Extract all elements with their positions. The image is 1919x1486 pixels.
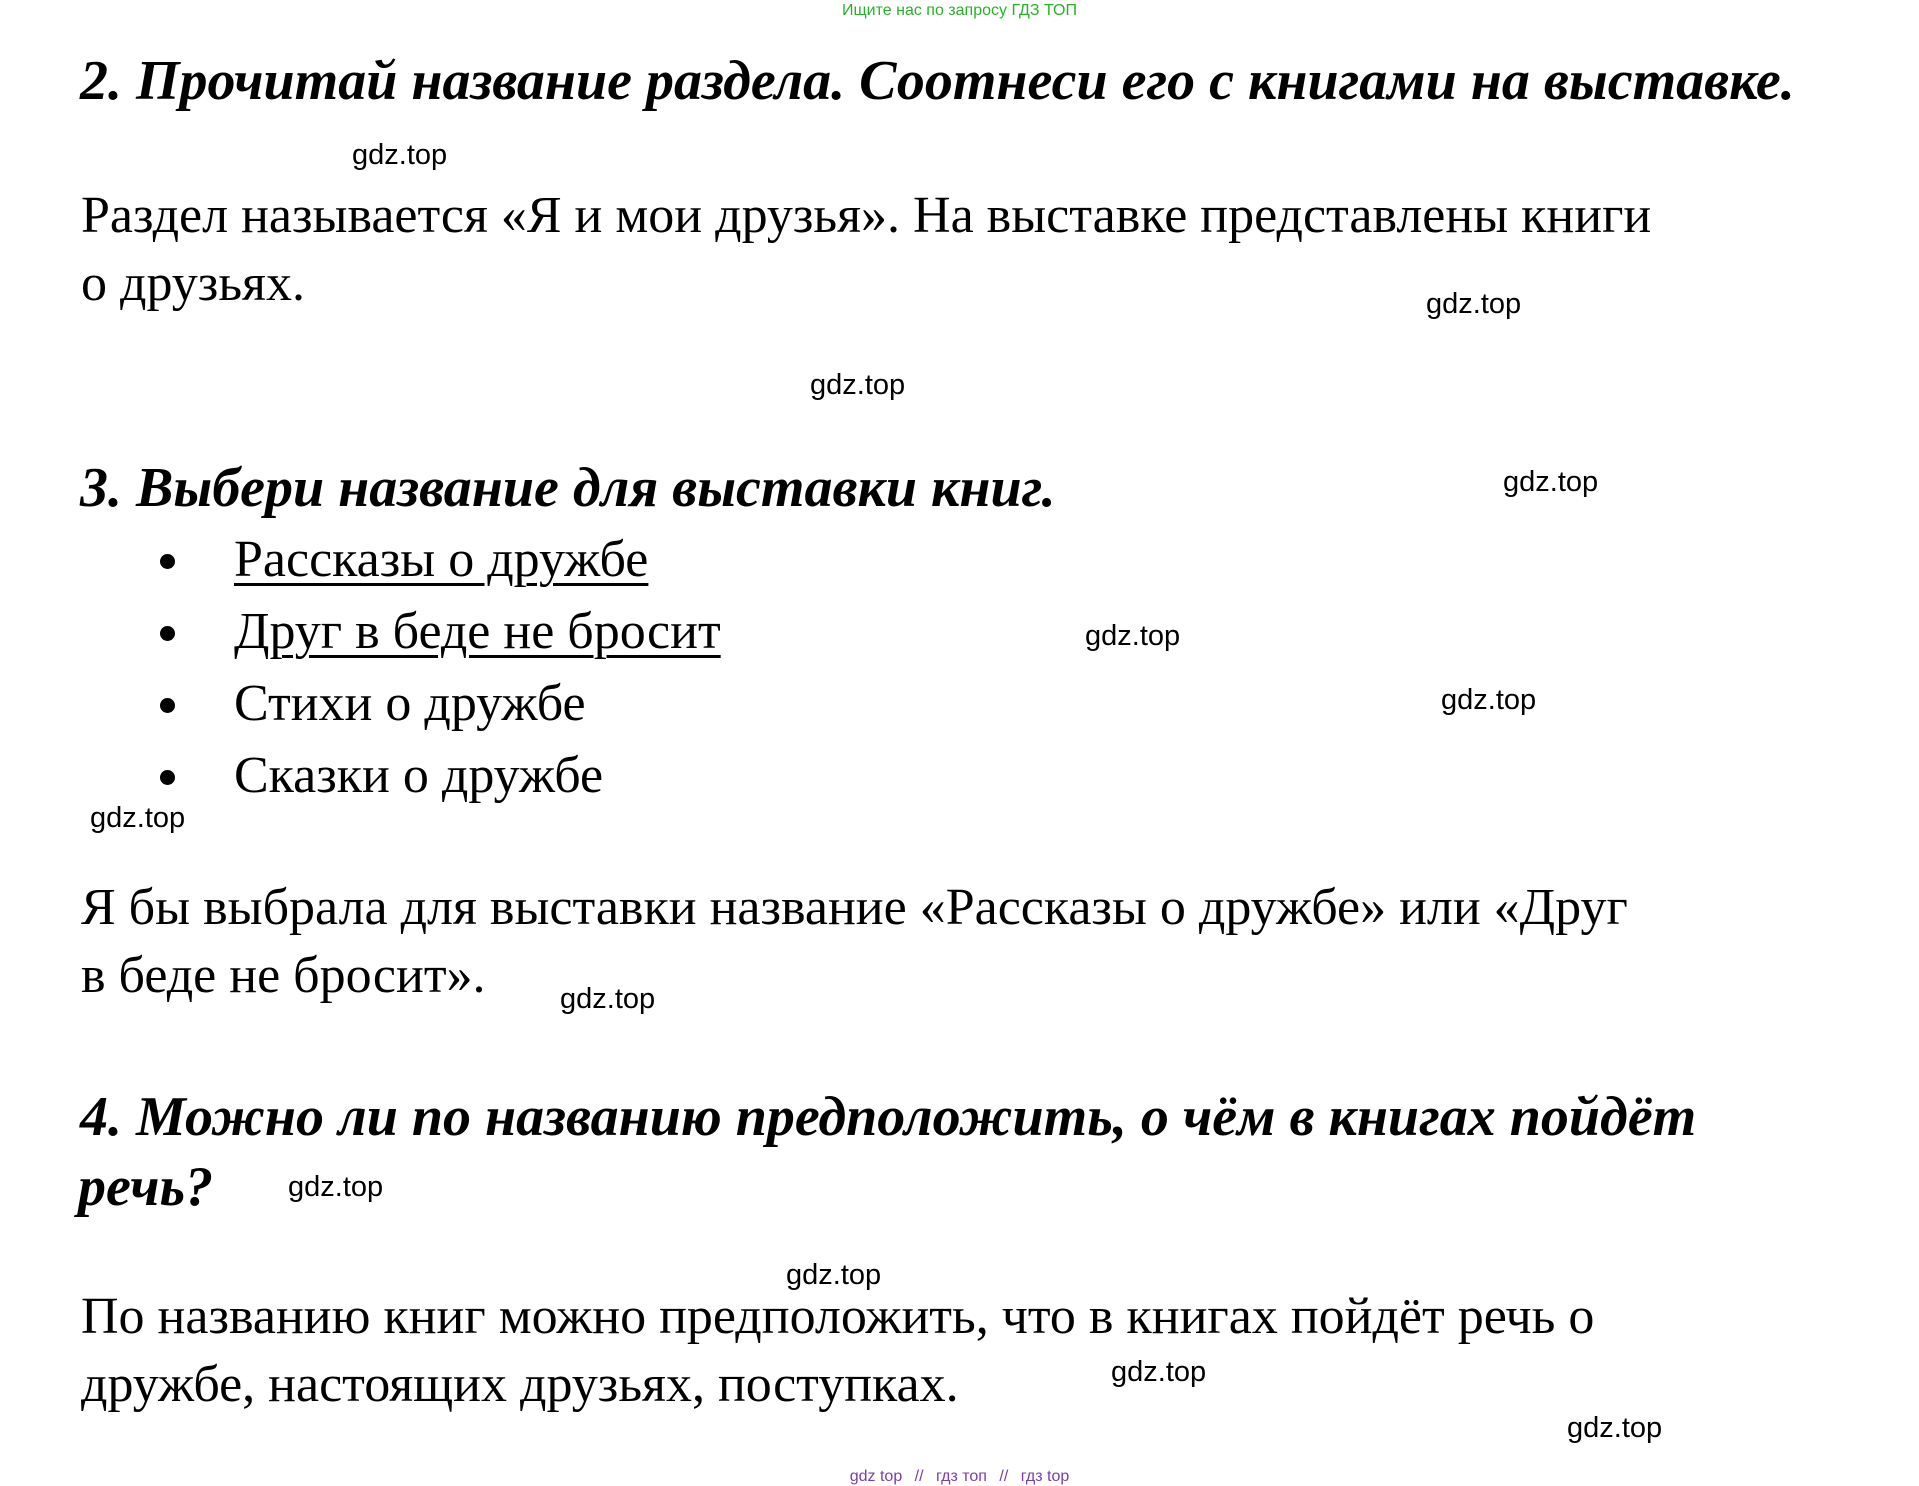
option-item	[160, 740, 721, 812]
bullet-icon	[160, 698, 175, 713]
watermark: gdz.top	[560, 983, 656, 1015]
watermark: gdz.top	[1426, 288, 1522, 320]
bullet-icon	[160, 770, 175, 785]
question-2-heading: 2. Прочитай название раздела. Соотнеси его с книгами на выставке.	[80, 50, 1795, 112]
watermark: gdz.top	[288, 1171, 384, 1203]
answer-3-text	[81, 874, 1628, 1010]
footer-separator: //	[999, 1468, 1009, 1485]
footer-link[interactable]: гдз top	[1020, 1468, 1070, 1485]
footer-link[interactable]: гдз топ	[936, 1468, 987, 1485]
watermark: gdz.top	[810, 369, 906, 401]
option-item	[160, 524, 721, 596]
bullet-icon	[160, 554, 175, 569]
top-banner[interactable]: Ищите нас по запросу ГДЗ ТОП	[842, 2, 1077, 19]
answer-4-line-1: По названию книг можно предположить, что в книгах пойдёт речь о	[81, 1288, 1595, 1345]
answer-4-text	[81, 1283, 1594, 1419]
answer-2-text	[81, 182, 1651, 318]
watermark: gdz.top	[352, 139, 448, 171]
option-item	[160, 596, 721, 668]
watermark: gdz.top	[1441, 684, 1537, 716]
bullet-icon	[160, 626, 175, 641]
option-label-selected: Рассказы о дружбе	[234, 531, 649, 588]
answer-2-line-2: о друзьях.	[81, 255, 305, 312]
footer-links	[0, 1468, 1919, 1486]
answer-3-line-1: Я бы выбрала для выставки название «Рассказы о дружбе» или «Друг	[81, 879, 1628, 936]
watermark: gdz.top	[1503, 466, 1599, 498]
option-item	[160, 668, 721, 740]
answer-2-line-1: Раздел называется «Я и мои друзья». На выставке представлены книги	[81, 187, 1652, 244]
option-label-selected: Друг в беде не бросит	[234, 603, 721, 660]
watermark: gdz.top	[90, 802, 186, 834]
name-options-list	[160, 524, 721, 812]
question-4-heading-cont: речь?	[78, 1156, 214, 1218]
watermark: gdz.top	[1567, 1412, 1663, 1444]
option-label: Стихи о дружбе	[234, 675, 586, 732]
footer-separator: //	[914, 1468, 924, 1485]
watermark: gdz.top	[1111, 1356, 1207, 1388]
answer-4-line-2: дружбе, настоящих друзьях, поступках.	[81, 1356, 959, 1413]
question-3-heading: 3. Выбери название для выставки книг.	[80, 457, 1056, 519]
option-label: Сказки о дружбе	[234, 747, 604, 804]
answer-3-line-2: в беде не бросит».	[81, 947, 486, 1004]
question-4-heading: 4. Можно ли по названию предположить, о чём в книгах пойдёт	[80, 1086, 1697, 1148]
footer-link[interactable]: gdz top	[849, 1468, 903, 1485]
watermark: gdz.top	[1085, 620, 1181, 652]
watermark: gdz.top	[786, 1259, 882, 1291]
